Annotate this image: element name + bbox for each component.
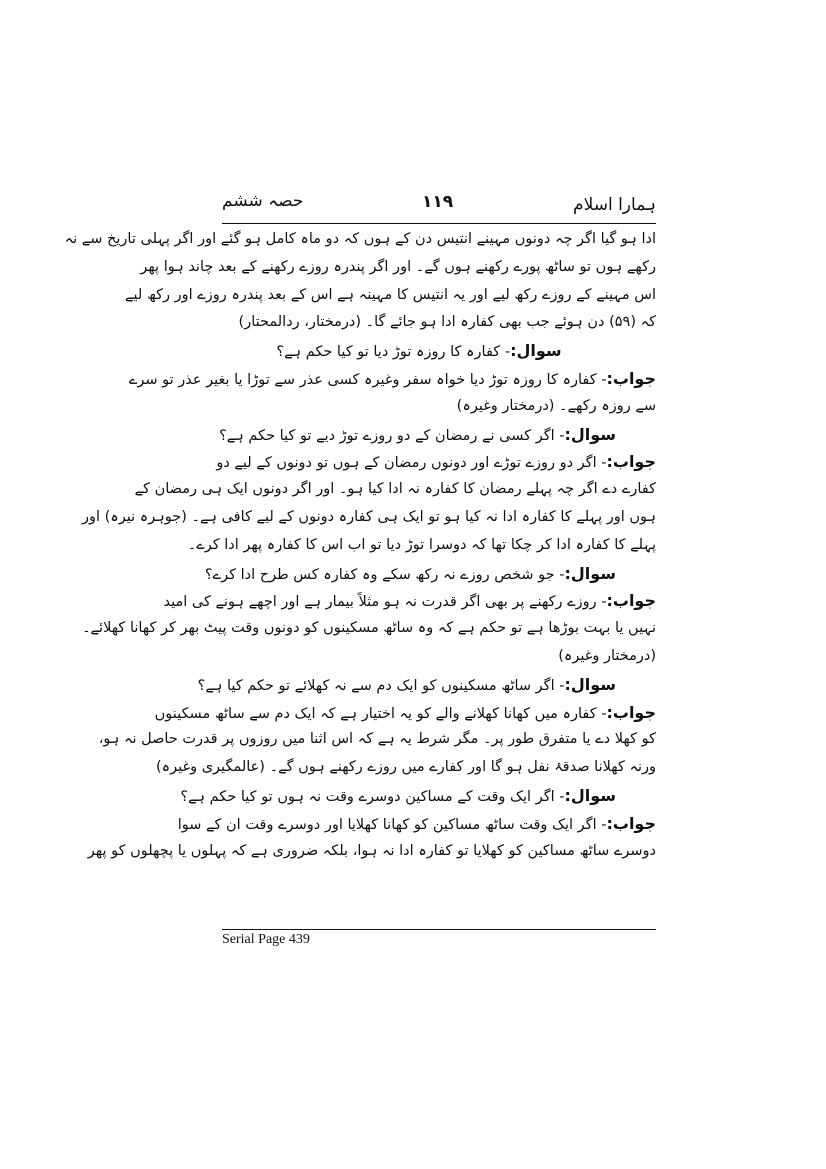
answer-label: جواب: — [606, 591, 656, 611]
question-label: سوال: — [564, 563, 616, 583]
text-line: سے روزہ رکھے۔ (درمختار وغیرہ) — [456, 397, 656, 414]
answer-line: جواب:- کفارہ کا روزہ توڑ دیا خواہ سفر وغیرہ کسی عذر سے توڑا یا بغیر عذر تو سرے — [128, 368, 656, 388]
footer-divider — [222, 929, 656, 930]
answer-line: جواب:- کفارہ میں کھانا کھلانے والے کو یہ اختیار ہے کہ ایک دم سے ساٹھ مسکینوں — [154, 702, 656, 722]
body-text — [64, 226, 656, 865]
question-line: سوال:- اگر ساٹھ مسکینوں کو ایک دم سے نہ کھلائے تو حکم کیا ہے؟ — [197, 674, 616, 694]
question-label: سوال: — [564, 674, 616, 694]
answer-label: جواب: — [606, 813, 656, 833]
text-line: (درمختار وغیرہ) — [558, 647, 656, 664]
text-line: ورنہ کھلانا صدقۂ نفل ہو گا اور کفارے میں روزے رکھنے ہوں گے۔ (عالمگیری وغیرہ) — [155, 759, 656, 776]
question-line: سوال:- کفارہ کا روزہ توڑ دیا تو کیا حکم ہے؟ — [276, 341, 562, 361]
text-line: اس مہینے کے روزے رکھ لیے اور یہ انتیس کا مہینہ ہے اس کے بعد پندرہ روزے اور رکھ لیے — [125, 286, 656, 303]
question-line: سوال:- اگر ایک وقت کے مساکین دوسرے وقت نہ ہوں تو کیا حکم ہے؟ — [180, 785, 616, 805]
header-divider — [222, 223, 656, 224]
text-line: کو کھلا دے یا متفرق طور پر۔ مگر شرط یہ ہے کہ اس اثنا میں روزوں پر قدرت حاصل نہ ہو، — [98, 731, 656, 748]
text-line: کفارے دے اگر چہ پہلے رمضان کا کفارہ نہ ادا کیا ہو۔ اور اگر دونوں ایک ہی رمضان کے — [134, 481, 656, 498]
question-line: سوال:- جو شخص روزے نہ رکھ سکے وہ کفارہ کس طرح ادا کرے؟ — [204, 563, 616, 583]
question-label: سوال: — [510, 341, 562, 361]
book-title: ہمارا اسلام — [573, 195, 656, 215]
text-line: ادا ہو گیا اگر چہ دونوں مہینے انتیس دن کے ہوں کہ دو ماہ کامل ہو گئے اور اگر پہلی تاریخ سے نہ — [64, 231, 656, 247]
text-line: کہ (۵۹) دن ہوئے جب بھی کفارہ ادا ہو جائے گا۔ (درمختار، ردالمحتار) — [238, 314, 656, 331]
question-label: سوال: — [564, 424, 616, 444]
text-line: دوسرے ساٹھ مساکین کو کھلایا تو کفارہ ادا نہ ہوا، بلکہ ضروری ہے کہ پہلوں یا پچھلوں کو پھر — [87, 842, 656, 859]
text-line: رکھے ہوں تو ساٹھ پورے رکھنے ہوں گے۔ اور اگر پندرہ روزے رکھنے کے بعد چاند ہوا پھر — [140, 258, 656, 275]
page-header — [222, 190, 656, 222]
page-number: ۱۱۹ — [422, 192, 454, 212]
text-line: نہیں یا بہت بوڑھا ہے تو حکم ہے کہ وہ ساٹھ مسکینوں کو دونوں وقت پیٹ بھر کر کھانا کھلائے۔ — [82, 620, 656, 637]
answer-line: جواب:- اگر دو روزے توڑے اور دونوں رمضان کے ہوں تو دونوں کے لیے دو — [216, 452, 656, 472]
text-line: پہلے کا کفارہ ادا کر چکا تھا کہ دوسرا توڑ دیا تو اب اس کا کفارہ پھر ادا کرے۔ — [187, 536, 656, 553]
section-label: حصہ ششم — [222, 191, 304, 211]
serial-page: Serial Page 439 — [222, 932, 310, 947]
answer-line: جواب:- روزے رکھنے پر بھی اگر قدرت نہ ہو مثلاً بیمار ہے اور اچھے ہونے کی امید — [163, 591, 656, 611]
answer-line: جواب:- اگر ایک وقت ساٹھ مساکین کو کھانا کھلایا اور دوسرے وقت ان کے سوا — [177, 813, 656, 833]
question-label: سوال: — [564, 785, 616, 805]
answer-label: جواب: — [606, 452, 656, 472]
answer-label: جواب: — [606, 702, 656, 722]
text-line: ہوں اور پہلے کا کفارہ ادا نہ کیا ہو تو ایک ہی کفارہ دونوں کے لیے کافی ہے۔ (جوہرہ نیرہ) اور — [81, 508, 656, 525]
question-line: سوال:- اگر کسی نے رمضان کے دو روزے توڑ دیے تو کیا حکم ہے؟ — [219, 424, 616, 444]
answer-label: جواب: — [606, 368, 656, 388]
